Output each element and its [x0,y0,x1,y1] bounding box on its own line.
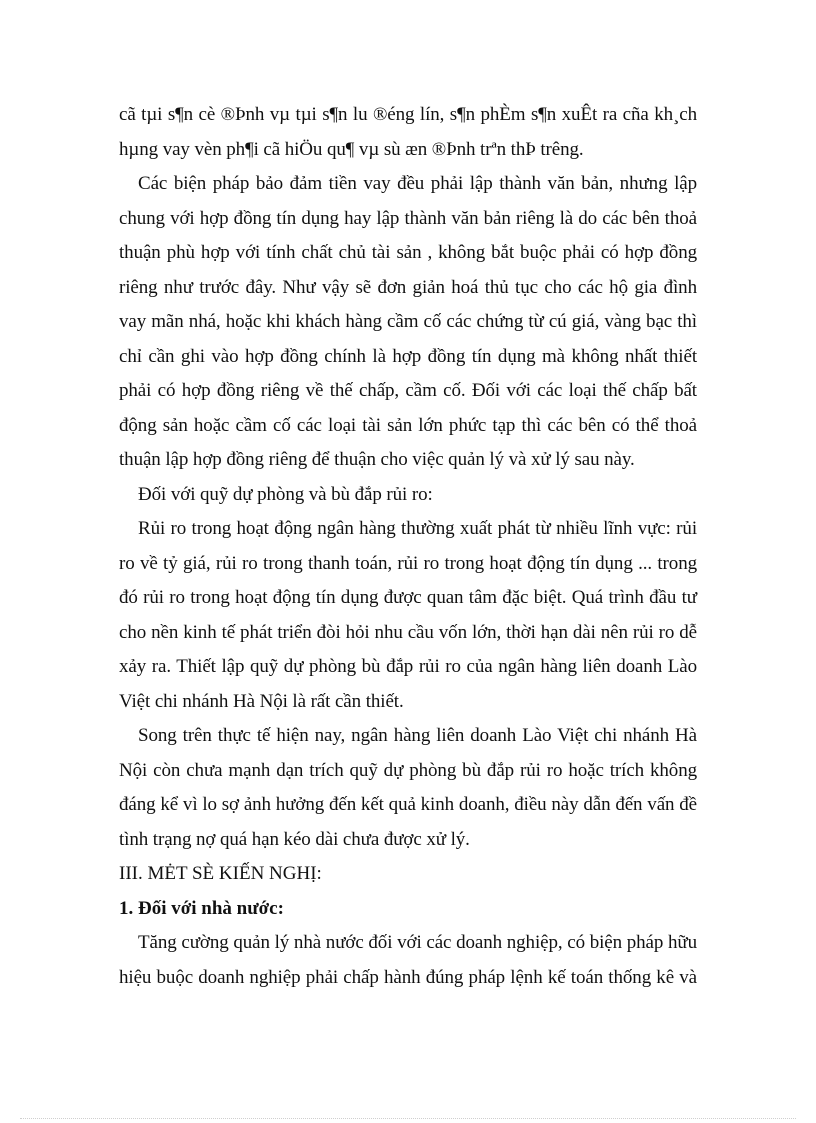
paragraph-line: Nội còn chưa mạnh dạn trích quỹ dự phòng bù đắp rủi ro hoặc trích không [119,759,697,781]
paragraph-line: Tăng cường quản lý nhà nước đối với các doanh nghiệp, có biện pháp hữu [138,932,697,953]
footer-divider [20,1118,796,1119]
paragraph-line: hiệu buộc doanh nghiệp phải chấp hành đúng pháp lệnh kế toán thống kê và [119,966,697,988]
paragraph-line: cã tµi s¶n cè ®Þnh vµ tµi s¶n lu ®éng lín, s¶n phÈm s¶n xuÊt ra cña kh¸ch [119,104,697,125]
paragraph-line: hµng vay vèn ph¶i cã hiÖu qu¶ vµ sù æn ®Þnh trªn thÞ trêng. [119,138,584,160]
document-body [119,98,697,995]
paragraph-line: ro về tỷ giá, rủi ro trong thanh toán, rủi ro trong hoạt động tín dụng ... trong [119,552,697,574]
paragraph-line: Đối với quỹ dự phòng và bù đắp rủi ro: [138,483,433,505]
paragraph-line: xảy ra. Thiết lập quỹ dự phòng bù đắp rủi ro của ngân hàng liên doanh Lào [119,656,697,677]
paragraph-line: thuận lập hợp đồng riêng để thuận cho việc quản lý và xử lý sau này. [119,449,635,470]
paragraph-line: vay mãn nhá, hoặc khi khách hàng cầm cố các chứng từ cú giá, vàng bạc thì [119,311,697,332]
paragraph-line: đó rủi ro trong hoạt động tín dụng được quan tâm đặc biệt. Quá trình đầu tư [119,587,697,608]
paragraph-line: chung với hợp đồng tín dụng hay lập thành văn bản riêng là do các bên thoả [119,207,697,229]
paragraph-line: Rủi ro trong hoạt động ngân hàng thường xuất phát từ nhiều lĩnh vực: rủi [138,518,697,539]
paragraph-line: Việt chi nhánh Hà Nội là rất cần thiết. [119,690,404,712]
paragraph-line: động sản hoặc cầm cố các loại tài sản lớn phức tạp thì các bên có thể thoả [119,414,697,436]
paragraph-line: Song trên thực tế hiện nay, ngân hàng liên doanh Lào Việt chi nhánh Hà [138,725,697,746]
paragraph-line: phải có hợp đồng riêng về thế chấp, cầm cố. Đối với các loại thế chấp bất [119,380,697,401]
paragraph-line: đáng kể vì lo sợ ảnh hưởng đến kết quả kinh doanh, điều này dẫn đến vấn đề [119,794,697,815]
sub-heading: 1. Đối với nhà nước: [119,897,284,919]
paragraph-line: thuận phù hợp với tính chất chủ tài sản , không bắt buộc phải có hợp đồng [119,242,697,263]
paragraph-line: cho nền kinh tế phát triển đòi hỏi nhu cầu vốn lớn, thời hạn dài nên rủi ro dễ [119,621,697,643]
section-heading: III. MĖT SÈ KIẾN NGHỊ: [119,863,322,884]
paragraph-line: chỉ cần ghi vào hợp đồng chính là hợp đồng tín dụng mà không nhất thiết [119,345,697,367]
paragraph-line: tình trạng nợ quá hạn kéo dài chưa được xử lý. [119,828,470,850]
paragraph-line: riêng như trước đây. Như vậy sẽ đơn giản hoá thủ tục cho các hộ gia đình [119,276,697,298]
paragraph-line: Các biện pháp bảo đảm tiền vay đều phải lập thành văn bản, nhưng lập [138,173,697,194]
